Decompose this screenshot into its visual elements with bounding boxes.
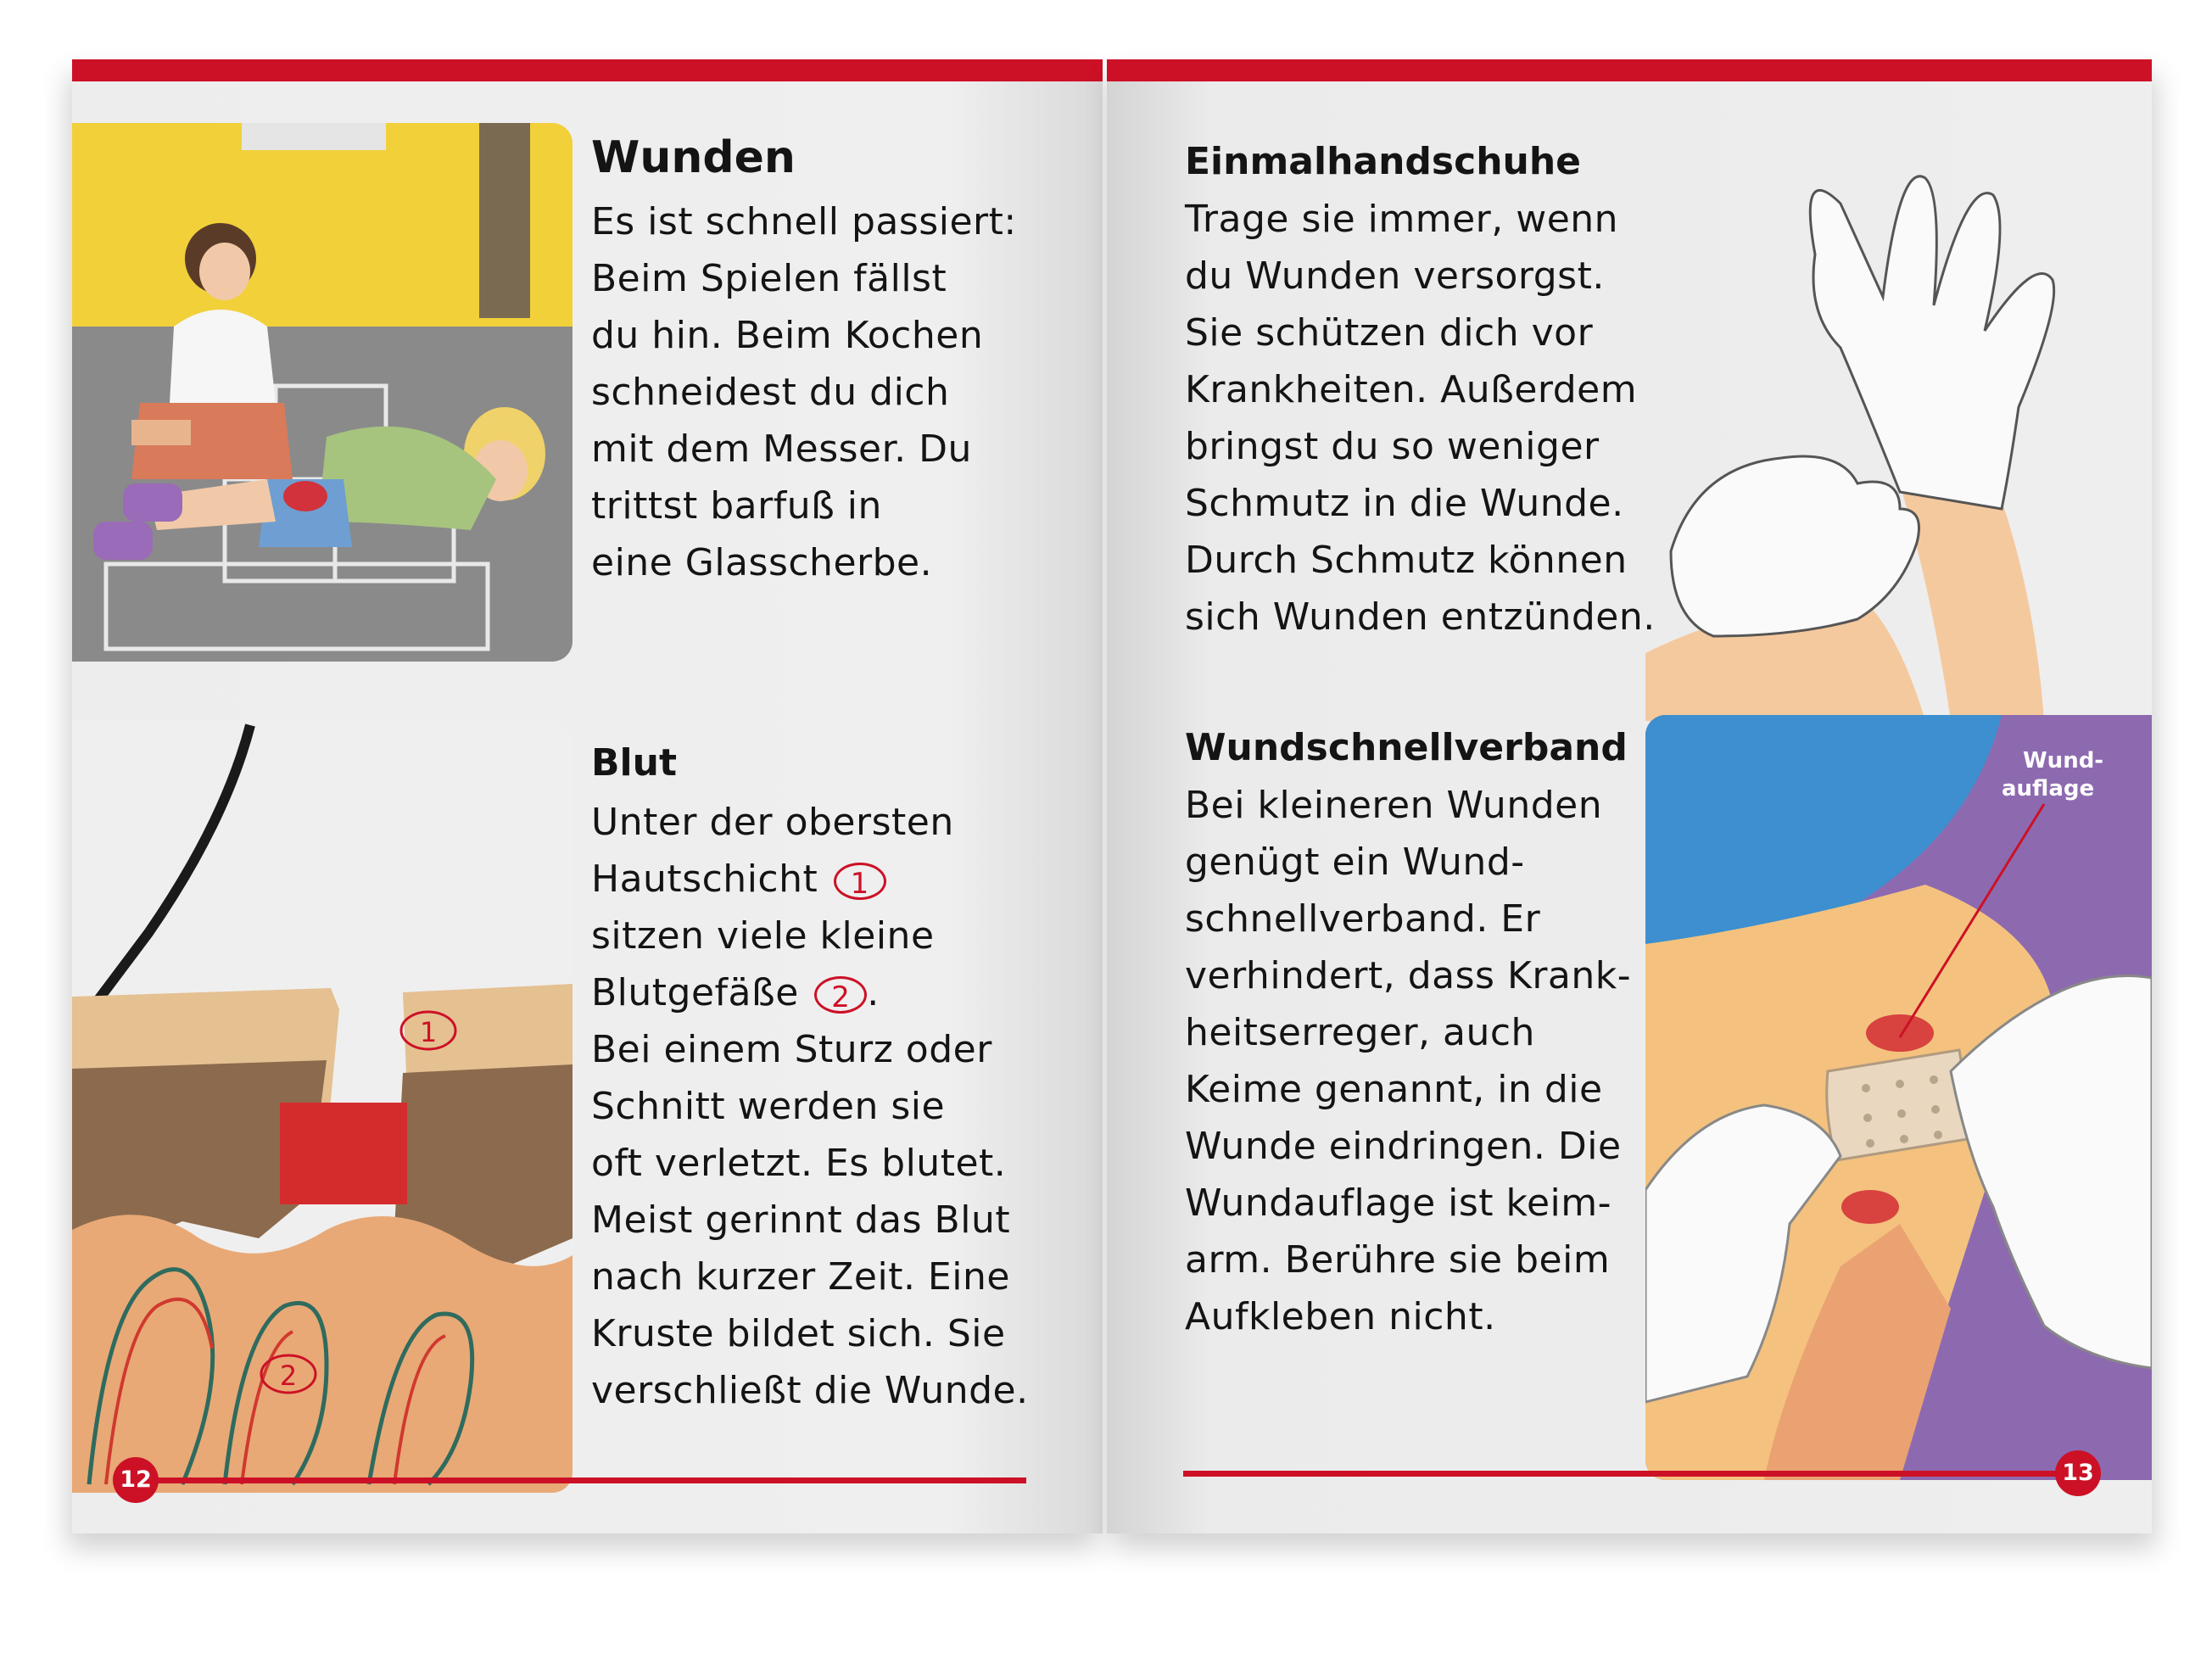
text-line: bringst du so weniger [1185, 425, 1600, 468]
text-line: schnellverband. Er [1185, 897, 1541, 941]
text-line: Wundauflage ist keim- [1185, 1181, 1612, 1225]
right-bottom-rule [1183, 1471, 2058, 1477]
text-line: Unter der obersten [591, 801, 954, 844]
left-bottom-rule [131, 1477, 1026, 1483]
text-fragment: . [867, 971, 880, 1014]
text-line: du Wunden versorgst. [1185, 254, 1605, 298]
text-line: verschließt die Wunde. [591, 1369, 1029, 1412]
text-line: Meist gerinnt das Blut [591, 1198, 1011, 1242]
text-line: Trage sie immer, wenn [1185, 198, 1619, 241]
text-line: Durch Schmutz können [1185, 539, 1628, 582]
heading-einmalhandschuhe: Einmalhandschuhe [1185, 140, 1582, 183]
text-einmalhandschuhe [1185, 191, 1656, 645]
text-line: Schnitt werden sie [591, 1085, 946, 1128]
text-blut [591, 794, 1029, 1419]
text-line: arm. Berühre sie beim [1185, 1238, 1611, 1282]
text-line: Krankheiten. Außerdem [1185, 368, 1638, 411]
text-line: oft verletzt. Es blutet. [591, 1142, 1007, 1185]
diagram-label-skin-layer: 1 [419, 1016, 438, 1048]
text-line: Keime genannt, in die [1185, 1068, 1603, 1111]
text-line: Schmutz in die Wunde. [1185, 482, 1624, 525]
text-line: sich Wunden entzünden. [1185, 595, 1656, 639]
text-line [591, 851, 1029, 908]
left-page [72, 59, 1103, 1533]
heading-wunden: Wunden [591, 132, 796, 183]
page-number-left: 12 [113, 1457, 159, 1503]
text-line: Kruste bildet sich. Sie [591, 1312, 1006, 1355]
text-line: verhindert, dass Krank- [1185, 954, 1632, 997]
right-top-red-bar [1107, 59, 2152, 81]
page-number-right: 13 [2055, 1450, 2101, 1496]
text-wundschnellverband [1185, 777, 1631, 1345]
text-line: Es ist schnell passiert: [591, 200, 1017, 243]
text-line: schneidest du dich [591, 371, 950, 414]
text-line: trittst barfuß in [591, 484, 882, 528]
left-top-red-bar [72, 59, 1103, 81]
heading-wundschnellverband: Wundschnellverband [1185, 726, 1628, 769]
diagram-label-vessels: 2 [279, 1360, 298, 1392]
text-line: Aufkleben nicht. [1185, 1295, 1496, 1338]
playground-injury-illustration [72, 123, 573, 662]
text-line: Bei einem Sturz oder [591, 1028, 992, 1071]
text-line: nach kurzer Zeit. Eine [591, 1255, 1010, 1299]
photo-label-line1: Wund- [2023, 748, 2104, 774]
text-line: mit dem Messer. Du [591, 427, 972, 471]
text-line: genügt ein Wund- [1185, 841, 1525, 884]
heading-blut: Blut [591, 741, 677, 785]
text-fragment: Blutgefäße [591, 971, 799, 1014]
right-page [1107, 59, 2152, 1533]
text-fragment: Hautschicht [591, 857, 818, 901]
text-line: heitserreger, auch [1185, 1011, 1535, 1054]
text-line: Beim Spielen fällst [591, 257, 947, 300]
text-line: Bei kleineren Wunden [1185, 784, 1603, 827]
text-line: Sie schützen dich vor [1185, 311, 1594, 355]
text-wunden [591, 193, 1017, 591]
circled-number-2: 2 [814, 976, 867, 1014]
text-line [591, 964, 1029, 1021]
gloves-illustration [1645, 127, 2078, 721]
text-line: Wunde eindringen. Die [1185, 1125, 1622, 1168]
text-line: eine Glasscherbe. [591, 541, 933, 584]
circled-number-1: 1 [834, 863, 886, 900]
text-line: du hin. Beim Kochen [591, 314, 984, 357]
plaster-application-illustration [1645, 715, 2152, 1480]
text-line: sitzen viele kleine [591, 914, 935, 958]
skin-cross-section-diagram [72, 721, 573, 1493]
photo-label-line2: auflage [2002, 776, 2095, 802]
